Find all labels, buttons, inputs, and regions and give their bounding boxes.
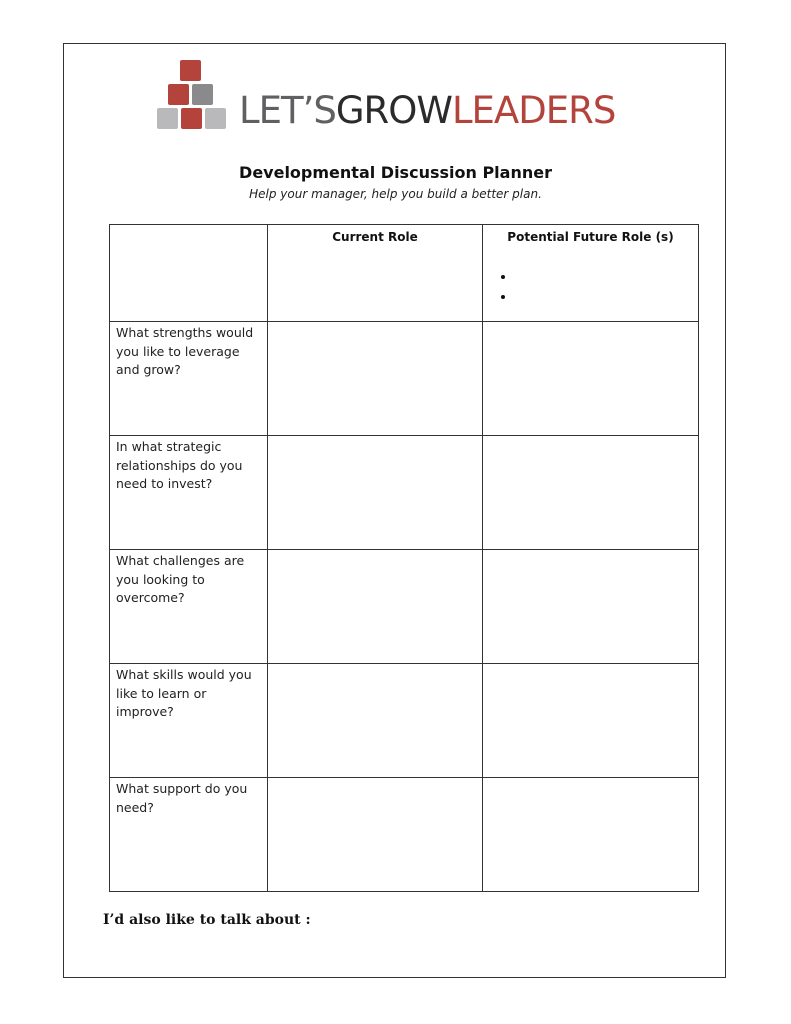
logo-wordmark	[239, 91, 615, 131]
question-strengths: What strengths would you like to leverage and grow?	[110, 322, 268, 436]
question-skills: What skills would you like to learn or improve?	[110, 664, 268, 778]
logo-block-mid-right	[192, 84, 213, 105]
table-row	[110, 322, 699, 436]
answer-future-role-cell[interactable]	[483, 436, 699, 550]
table-row	[110, 664, 699, 778]
logo-block-top	[180, 60, 201, 81]
logo-block-mid-left	[168, 84, 189, 105]
header-future-role	[483, 225, 699, 322]
logo-block-bottom-right	[205, 108, 226, 129]
document-title: Developmental Discussion Planner	[239, 163, 552, 182]
answer-future-role-cell[interactable]	[483, 322, 699, 436]
logo-block-bottom-mid	[181, 108, 202, 129]
answer-current-role-cell[interactable]	[268, 778, 483, 892]
table-row	[110, 778, 699, 892]
logo-word-lets: LET’S	[239, 89, 336, 132]
table-header-row	[110, 225, 699, 322]
logo-word-leaders: LEADERS	[451, 89, 616, 132]
question-challenges: What challenges are you looking to overcome?	[110, 550, 268, 664]
answer-current-role-cell[interactable]	[268, 550, 483, 664]
future-role-bullet[interactable]	[515, 266, 698, 286]
future-role-bullet-list	[483, 266, 698, 306]
logo-word-grow: GROW	[335, 89, 452, 132]
lets-grow-leaders-logo	[157, 58, 637, 132]
answer-future-role-cell[interactable]	[483, 778, 699, 892]
table-row	[110, 436, 699, 550]
question-relationships: In what strategic relationships do you need to invest?	[110, 436, 268, 550]
header-current-role: Current Role	[268, 225, 483, 322]
header-cell-empty	[110, 225, 268, 322]
answer-current-role-cell[interactable]	[268, 664, 483, 778]
question-support: What support do you need?	[110, 778, 268, 892]
answer-future-role-cell[interactable]	[483, 664, 699, 778]
document-subtitle: Help your manager, help you build a better plan.	[249, 187, 542, 201]
footer-prompt: I’d also like to talk about :	[103, 912, 311, 928]
planner-table	[109, 224, 699, 892]
future-role-bullet[interactable]	[515, 286, 698, 306]
header-future-role-label: Potential Future Role (s)	[507, 230, 674, 244]
logo-block-bottom-left	[157, 108, 178, 129]
logo-blocks-icon	[157, 58, 229, 132]
answer-future-role-cell[interactable]	[483, 550, 699, 664]
answer-current-role-cell[interactable]	[268, 322, 483, 436]
answer-current-role-cell[interactable]	[268, 436, 483, 550]
table-row	[110, 550, 699, 664]
